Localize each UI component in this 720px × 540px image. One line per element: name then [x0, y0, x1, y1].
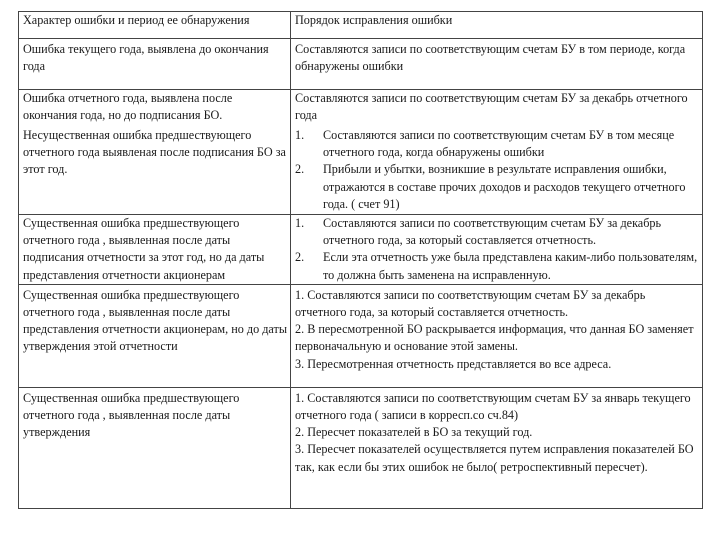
error-kind-cell: Существенная ошибка предшествующего отчетного года , выявленная после даты представления отчетности акционерам, но до даты утверждения этой отчетности [19, 284, 291, 387]
error-kind-cell: Ошибка отчетного года, выявлена после окончания года, но до подписания БО. [19, 90, 291, 128]
header-error-kind: Характер ошибки и период ее обнаружения [19, 12, 291, 39]
error-kind-cell: Существенная ошибка предшествующего отчетного года , выявленная после даты подписания отчетности за этот год, но да даты представления отчетности акционерам [19, 215, 291, 285]
correction-step: 1. Составляются записи по соответствующим счетам БУ за декабрь отчетного года, за который составляется отчетность. [295, 216, 662, 248]
correction-cell [291, 215, 703, 285]
correction-step: 1. Составляются записи по соответствующим счетам БУ за декабрь отчетного года, за который составляется отчетность. [295, 287, 646, 320]
correction-cell [291, 387, 703, 508]
correction-step: 3. Пересчет показателей осуществляется путем исправления показателей БО так, как если бы этих ошибок не было( ретроспективный пересчет). [295, 442, 694, 474]
correction-step: 2. Пересчет показателей в БО за текущий год. [295, 425, 533, 440]
correction-cell [291, 127, 703, 215]
correction-step: 1. Составляются записи по соответствующим счетам БУ в том месяце отчетного года, когда обнаружены ошибки [295, 128, 675, 160]
error-kind-cell: Ошибка текущего года, выявлена до окончания года [19, 39, 291, 90]
correction-step: 2. Если эта отчетность уже была представлена каким-либо пользователям, то должна быть заменена на исправленную. [295, 250, 698, 282]
table-row [19, 284, 703, 387]
error-kind-cell: Существенная ошибка предшествующего отчетного года , выявленная после даты утверждения [19, 387, 291, 508]
table-row [19, 215, 703, 285]
correction-text: Составляются записи по соответствующим счетам БУ в том периоде, когда обнаружены ошибки [295, 42, 686, 74]
errors-table [18, 11, 703, 509]
header-correction: Порядок исправления ошибки [291, 12, 703, 39]
table-row [19, 39, 703, 90]
correction-cell [291, 284, 703, 387]
table-row [19, 387, 703, 508]
correction-step: 2. Прибыли и убытки, возникшие в результате исправления ошибки, отражаются в составе прочих доходов и расходов текущего отчетного года. ( счет 91) [295, 162, 686, 211]
correction-text: Составляются записи по соответствующим счетам БУ за декабрь отчетного года [295, 91, 688, 123]
header-row [19, 12, 703, 39]
table-row [19, 90, 703, 128]
correction-step: 3. Пересмотренная отчетность представляется во все адреса. [295, 356, 612, 371]
correction-step: 2. В пересмотренной БО раскрывается информация, что данная БО заменяет первоначальную и основание этой замены. [295, 322, 694, 354]
error-kind-cell: Несущественная ошибка предшествующего отчетного года выявленая после подписания БО за этот год. [19, 127, 291, 215]
correction-step: 1. Составляются записи по соответствующим счетам БУ за январь текущего отчетного года ( записи в корресп.со сч.84) [295, 390, 691, 423]
correction-cell [291, 90, 703, 128]
table-row [19, 127, 703, 215]
correction-cell [291, 39, 703, 90]
